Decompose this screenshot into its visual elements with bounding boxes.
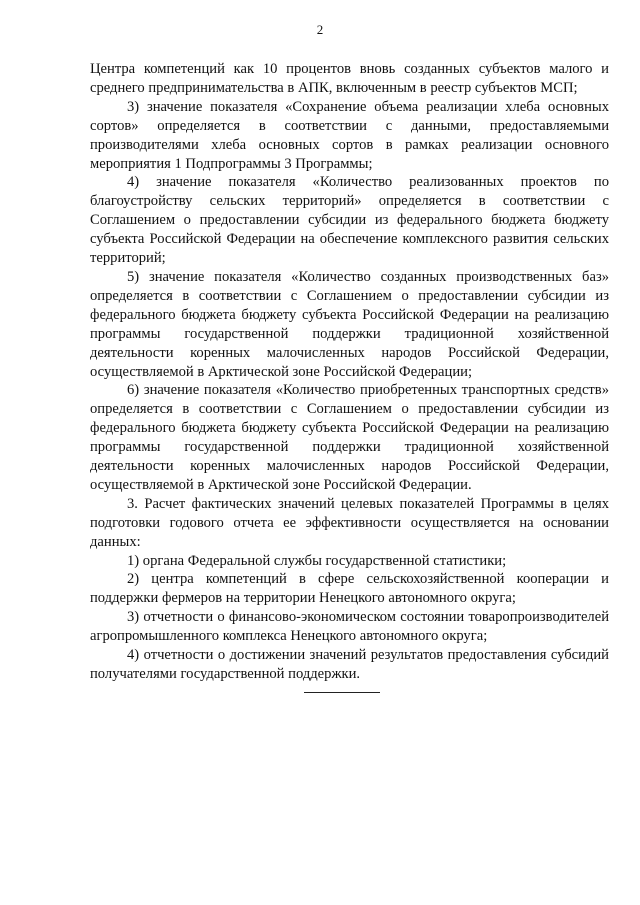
paragraph-section-3: 3. Расчет фактических значений целевых показателей Программы в целях подготовки годового отчета ее эффективности осуществляется на основании данных: xyxy=(90,495,609,550)
paragraph-source-2: 2) центра компетенций в сфере сельскохозяйственной кооперации и поддержки фермеров на территории Ненецкого автономного округа; xyxy=(90,571,609,607)
paragraph-item-3: 3) значение показателя «Сохранение объема реализации хлеба основных сортов» определяется в соответствии с данными, предоставляемыми производителями хлеба основных сортов в рамках реализации основного мероприятия 1 Подпрограммы 3 Программы; xyxy=(90,98,609,172)
end-divider-line xyxy=(304,692,380,693)
paragraph-item-6: 6) значение показателя «Количество приобретенных транспортных средств» определяется в соответствии с Соглашением о предоставлении субсидии из федерального бюджета бюджету субъекта Российской Федерации на реализацию программы государственной поддержки традиционной хозяйственной деятельности коренных малочисленных народов Российской Федерации, осуществляемой в Арктической зоне Российской Федерации. xyxy=(90,382,609,493)
paragraph-item-5: 5) значение показателя «Количество созданных производственных баз» определяется в соответствии с Соглашением о предоставлении субсидии из федерального бюджета бюджету субъекта Российской Федерации на реализацию программы государственной поддержки традиционной хозяйственной деятельности коренных малочисленных народов Российской Федерации, осуществляемой в Арктической зоне Российской Федерации; xyxy=(90,268,609,380)
paragraph-item-4: 4) значение показателя «Количество реализованных проектов по благоустройству сельских территорий» определяется в соответствии с Соглашением о предоставлении субсидии из федерального бюджета бюджету субъекта Российской Федерации на обеспечение комплексного развития сельских территорий; xyxy=(90,174,609,267)
page-number: 2 xyxy=(316,22,324,37)
paragraph-continuation: Центра компетенций как 10 процентов вновь созданных субъектов малого и среднего предпринимательства в АПК, включенным в реестр субъектов МСП; xyxy=(90,61,609,96)
document-body xyxy=(90,60,609,684)
paragraph-source-1: 1) органа Федеральной службы государственной статистики; xyxy=(127,552,507,569)
paragraph-source-4: 4) отчетности о достижении значений результатов предоставления субсидий получателями государственной поддержки. xyxy=(90,647,609,682)
paragraph-source-3: 3) отчетности о финансово-экономическом состоянии товаропроизводителей агропромышленного комплекса Ненецкого автономного округа; xyxy=(90,609,609,645)
